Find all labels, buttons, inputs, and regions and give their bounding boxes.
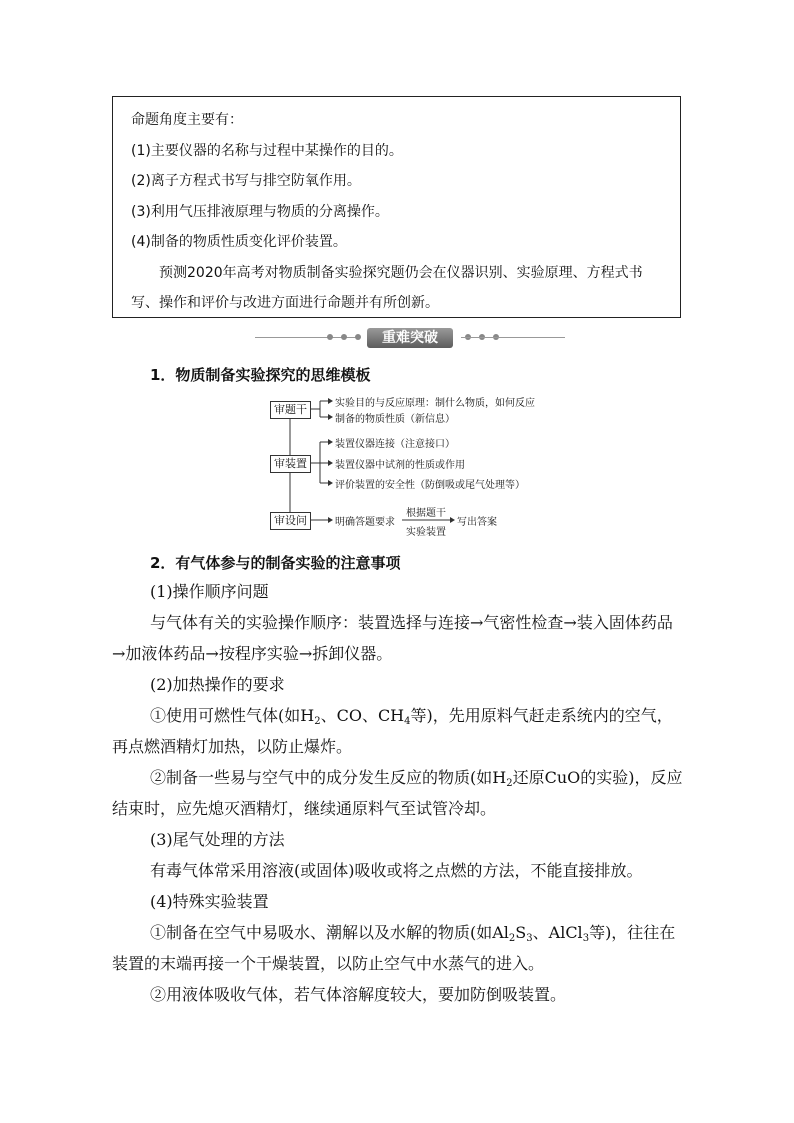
box-line-4: (3)利用气压排液原理与物质的分离操作。	[131, 203, 389, 220]
box-line-2: (1)主要仪器的名称与过程中某操作的目的。	[131, 142, 403, 159]
node-review-questions: 审设问	[270, 512, 311, 530]
p3-text: 有毒气体常采用溶液(或固体)吸收或将之点燃的方法，不能直接排放。	[150, 861, 643, 880]
node3-result: 写出答案	[457, 517, 497, 528]
p3-title: (3)尾气处理的方法	[150, 830, 285, 849]
p1-title: (1)操作顺序问题	[150, 582, 269, 601]
p4-item-b: ②用液体吸收气体，若气体溶解度较大，要加防倒吸装置。	[150, 985, 567, 1004]
section-banner	[255, 328, 565, 348]
banner-dot	[341, 334, 347, 340]
node-review-question: 审题干	[270, 401, 311, 419]
node-review-apparatus: 审装置	[270, 455, 311, 473]
banner-dot	[327, 334, 333, 340]
section1-heading: 1．物质制备实验探究的思维模板	[150, 366, 371, 384]
box-line-5: (4)制备的物质性质变化评价装置。	[131, 234, 347, 250]
banner-dot	[355, 334, 361, 340]
thinking-template-diagram	[268, 392, 588, 542]
node2-item-2: 装置仪器中试剂的性质或作用	[335, 460, 465, 471]
p2-item-a: ①使用可燃性气体(如$H_2$、CO、$CH_4$等)，先用原料气赶走系统内的空气，再点燃酒精灯加热，以防止爆炸。	[112, 706, 673, 756]
node1-item-2: 制备的物质性质（新信息）	[335, 414, 455, 425]
section2-body	[112, 576, 686, 1010]
p2-item-b: ②制备一些易与空气中的成分发生反应的物质(如$H_2$还原CuO的实验)，反应结束时，应先熄灭酒精灯，继续通原料气至试管冷却。	[112, 768, 683, 818]
node1-item-1: 实验目的与反应原理：制什么物质，如何反应	[335, 398, 535, 409]
banner-line-right	[461, 337, 565, 338]
node2-item-3: 评价装置的安全性（防倒吸或尾气处理等）	[335, 480, 525, 491]
p1-text: 与气体有关的实验操作顺序：装置选择与连接→气密性检查→装入固体药品→加液体药品→按程序实验→拆卸仪器。	[112, 613, 673, 663]
p4-item-a: ①制备在空气中易吸水、潮解以及水解的物质(如$Al_2S_3$、AlCl$_3$等)，往往在装置的末端再接一个干燥装置，以防止空气中水蒸气的进入。	[112, 923, 676, 973]
section2-heading: 2．有气体参与的制备实验的注意事项	[150, 554, 401, 572]
exam-angle-box	[112, 96, 681, 318]
p2-title: (2)加热操作的要求	[150, 675, 285, 694]
banner-title: 重难突破	[367, 328, 453, 348]
box-line-1: 命题角度主要有：	[131, 112, 243, 128]
box-line-6: 预测2020年高考对物质制备实验探究题仍会在仪器识别、实验原理、方程式书写、操作和评价与改进方面进行命题并有所创新。	[131, 264, 643, 311]
p4-title: (4)特殊实验装置	[150, 892, 269, 911]
node3-item: 明确答题要求	[335, 517, 395, 528]
box-line-3: (2)离子方程式书写与排空防氧作用。	[131, 173, 361, 189]
arrow-label-bottom: 实验装置	[406, 527, 446, 538]
arrow-label-top: 根据题干	[406, 508, 446, 519]
node2-item-1: 装置仪器连接（注意接口）	[335, 439, 455, 450]
